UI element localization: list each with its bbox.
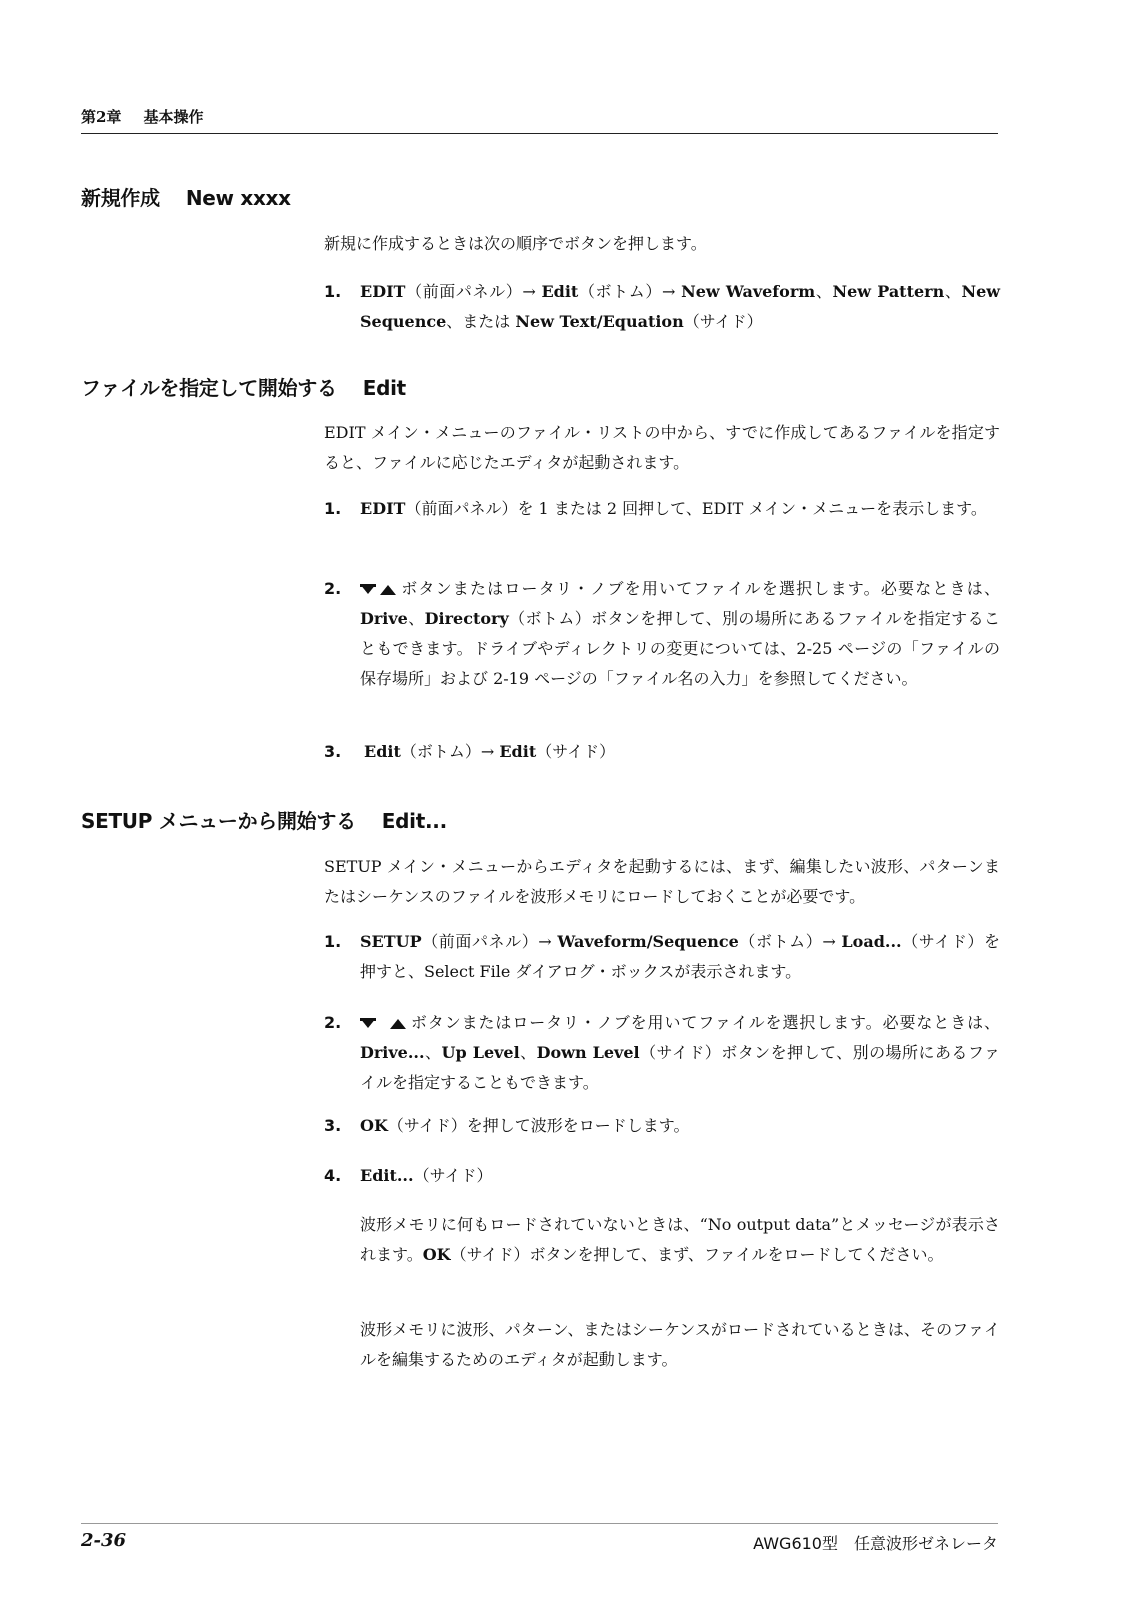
down-arrow-icon xyxy=(360,1018,376,1030)
button-name: New Sequence xyxy=(360,282,1001,331)
button-name: New Pattern xyxy=(832,282,945,301)
button-name: Drive xyxy=(360,609,408,628)
page-number: 2-36 xyxy=(81,1530,127,1551)
step-text xyxy=(360,927,1000,987)
section-title-edit xyxy=(81,372,406,401)
step-number: 2. xyxy=(324,1013,342,1032)
text: 、または xyxy=(446,312,516,331)
text: （サイド） xyxy=(683,312,763,331)
note-paragraph: 波形メモリに波形、パターン、またはシーケンスがロードされているときは、そのファイルを編集するためのエディタが起動します。 xyxy=(360,1320,1000,1369)
step-item xyxy=(324,1008,1000,1098)
step-text xyxy=(360,574,1000,694)
down-arrow-icon xyxy=(360,584,376,596)
section-title-jp: SETUP メニューから開始する xyxy=(81,809,356,833)
text: 、 xyxy=(815,282,833,301)
button-name: Up Level xyxy=(441,1043,520,1062)
running-header xyxy=(81,106,998,134)
button-name: Edit xyxy=(541,282,579,301)
step-item xyxy=(324,277,1000,337)
text: （前面パネル）→ xyxy=(421,932,558,951)
text: 、 xyxy=(407,609,425,628)
step-number: 3. xyxy=(324,1116,342,1135)
text: （サイド）ボタンを押して、別の場所にあるファイルを指定することもできます。 xyxy=(360,1043,1001,1092)
text: （前面パネル）→ xyxy=(405,282,542,301)
button-name: OK xyxy=(360,1116,388,1135)
step-text xyxy=(360,277,1000,337)
section-title-setup xyxy=(81,805,447,834)
text: （ボトム）→ xyxy=(738,932,842,951)
step-item xyxy=(324,494,1000,524)
button-name: New Text/Equation xyxy=(515,312,684,331)
paragraph: EDIT メイン・メニューのファイル・リストの中から、すでに作成してあるファイルを指定すると、ファイルに応じたエディタが起動されます。 xyxy=(324,423,1000,472)
text: （ボトム）→ xyxy=(578,282,682,301)
up-arrow-icon xyxy=(390,1018,406,1030)
text: （前面パネル）を 1 または 2 回押して、EDIT メイン・メニューを表示します。 xyxy=(405,499,987,518)
chapter-title: 基本操作 xyxy=(143,108,204,126)
step-number: 3. xyxy=(324,742,342,761)
text: （サイド） xyxy=(536,742,616,761)
section-title-en: Edit... xyxy=(381,809,447,833)
step-text xyxy=(360,1161,1000,1191)
button-name: OK xyxy=(422,1245,451,1264)
text: （サイド） xyxy=(413,1166,493,1185)
paragraph: 新規に作成するときは次の順序でボタンを押します。 xyxy=(324,234,707,253)
text: 波形メモリに何もロードされていないときは、“No output data”とメッセージが表示されます。 xyxy=(360,1215,1000,1264)
section-title-new xyxy=(81,182,291,211)
button-name: Directory xyxy=(424,609,509,628)
step-item xyxy=(324,737,1000,767)
text: （サイド）を 押すと、Select File ダイアログ・ボックスが表示されます。 xyxy=(360,932,1000,981)
text: ボタンまたはロータリ・ノブを用いてファイルを選択します。必要なときは、 xyxy=(410,1013,1000,1032)
text: （ボトム）ボタンを押して、別の場所にあるファイルを指定することもできます。ドライブやディレクトリの変更については、2-25 ページの「ファイルの保存場所」および 2-19 ページの「ファイル名の入力」を参照してください。 xyxy=(360,609,1000,688)
step-item xyxy=(324,574,1000,694)
step-number: 1. xyxy=(324,499,342,518)
step-number: 1. xyxy=(324,282,342,301)
page-footer xyxy=(81,1523,998,1554)
step-item xyxy=(324,927,1000,987)
button-name: Down Level xyxy=(536,1043,640,1062)
chapter-number: 第2章 xyxy=(81,108,122,126)
step-number: 4. xyxy=(324,1166,342,1185)
text: 、 xyxy=(944,282,962,301)
section-title-jp: 新規作成 xyxy=(81,186,160,210)
text: （サイド）を押して波形をロードします。 xyxy=(387,1116,690,1135)
step-item xyxy=(324,1161,1000,1191)
step-number: 2. xyxy=(324,579,342,598)
button-name: Edit xyxy=(364,742,401,761)
text: ボタンまたはロータリ・ノブを用いてファイルを選択します。必要なときは、 xyxy=(400,579,1000,598)
button-name: EDIT xyxy=(360,499,406,518)
text: （ボトム）→ xyxy=(400,742,500,761)
section-title-jp: ファイルを指定して開始する xyxy=(81,376,337,400)
step-text xyxy=(360,1008,1000,1098)
button-name: Drive... xyxy=(360,1043,425,1062)
step-text xyxy=(360,1111,1000,1141)
button-name: Edit... xyxy=(360,1166,414,1185)
section-title-en: New xxxx xyxy=(185,186,291,210)
text: 、 xyxy=(424,1043,442,1062)
button-name: SETUP xyxy=(360,932,422,951)
note-paragraph xyxy=(360,1210,1000,1270)
step-item xyxy=(324,1111,1000,1141)
step-text xyxy=(364,737,1000,767)
step-text xyxy=(360,494,1000,524)
section-title-en: Edit xyxy=(362,376,406,400)
button-name: EDIT xyxy=(360,282,406,301)
button-name: Waveform/Sequence xyxy=(557,932,739,951)
text: （サイド）ボタンを押して、まず、ファイルをロードしてください。 xyxy=(450,1245,944,1264)
up-arrow-icon xyxy=(380,584,396,596)
text: 、 xyxy=(519,1043,537,1062)
button-name: Edit xyxy=(499,742,537,761)
step-number: 1. xyxy=(324,932,342,951)
paragraph: SETUP メイン・メニューからエディタを起動するには、まず、編集したい波形、パターンまたはシーケンスのファイルを波形メモリにロードしておくことが必要です。 xyxy=(324,857,1000,906)
button-name: New Waveform xyxy=(681,282,816,301)
product-name: AWG610型 任意波形ゼネレータ xyxy=(753,1534,998,1553)
button-name: Load... xyxy=(841,932,902,951)
